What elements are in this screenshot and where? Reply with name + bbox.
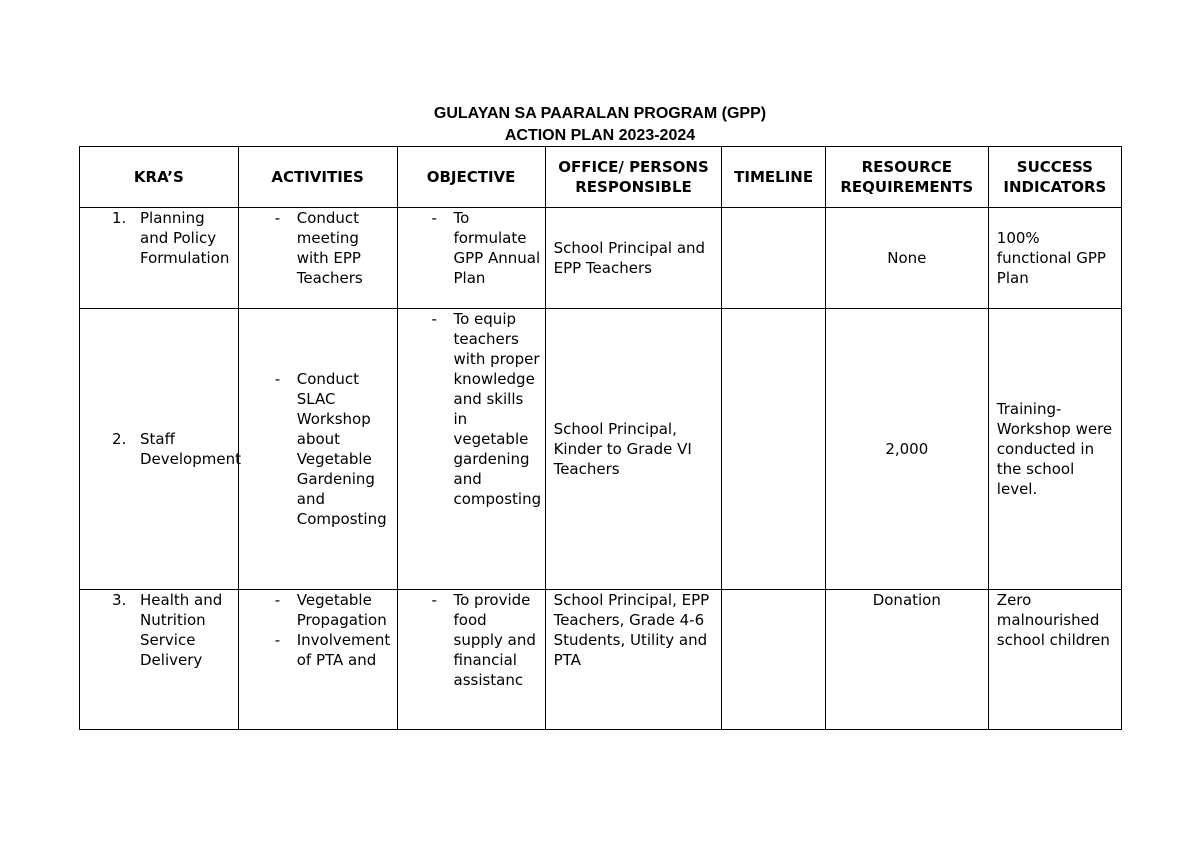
header-kras: KRA’S — [80, 147, 239, 208]
timeline-cell — [722, 590, 825, 730]
table-row — [80, 590, 1122, 730]
objective-cell — [397, 208, 545, 309]
header-office: OFFICE/ PERSONS RESPONSIBLE — [545, 147, 722, 208]
success-cell: Training-Workshop were conducted in the school level. — [988, 309, 1121, 590]
kra-text: Staff Development — [140, 430, 241, 468]
kra-number: 2. — [112, 430, 127, 448]
table-row — [80, 208, 1122, 309]
kra-cell — [80, 208, 239, 309]
kra-text: Planning and Policy Formulation — [140, 209, 230, 267]
bullet-dash: - — [431, 209, 437, 227]
activities-cell — [238, 208, 397, 309]
office-cell: School Principal, EPP Teachers, Grade 4-6 Students, Utility and PTA — [545, 590, 722, 730]
header-row — [80, 147, 1122, 208]
bullet-dash: - — [431, 310, 437, 328]
kra-cell — [80, 309, 239, 590]
objective-cell — [397, 309, 545, 590]
table-row — [80, 309, 1122, 590]
objective-text: To formulate GPP Annual Plan — [453, 209, 541, 287]
resource-cell: Donation — [825, 590, 988, 730]
timeline-cell — [722, 208, 825, 309]
objective-text: To equip teachers with proper knowledge and skills in vegetable gardening and composting — [453, 310, 542, 508]
success-cell: 100% functional GPP Plan — [988, 208, 1121, 309]
document-subtitle: ACTION PLAN 2023-2024 — [504, 127, 696, 144]
office-cell: School Principal, Kinder to Grade VI Teachers — [545, 309, 722, 590]
activity-text: Vegetable Propagation — [296, 591, 387, 629]
activity-text: Conduct SLAC Workshop about Vegetable Gardening and Composting — [296, 370, 387, 528]
kra-number: 3. — [112, 591, 127, 609]
objective-text: To provide food supply and financial assistanc — [453, 591, 536, 689]
kra-text: Health and Nutrition Service Delivery — [140, 591, 223, 669]
bullet-dash: - — [274, 209, 281, 227]
resource-cell: None — [825, 208, 988, 309]
resource-cell: 2,000 — [825, 309, 988, 590]
activity-text: Conduct meeting with EPP Teachers — [296, 209, 363, 287]
success-cell: Zero malnourished school children — [988, 590, 1121, 730]
header-activities: ACTIVITIES — [238, 147, 397, 208]
objective-cell — [397, 590, 545, 730]
bullet-dash: - — [431, 591, 437, 609]
document-title: GULAYAN SA PAARALAN PROGRAM (GPP) — [433, 105, 767, 122]
header-resource: RESOURCE REQUIREMENTS — [825, 147, 988, 208]
header-objective: OBJECTIVE — [397, 147, 545, 208]
action-plan-table — [79, 146, 1122, 730]
header-timeline: TIMELINE — [722, 147, 825, 208]
kra-cell — [80, 590, 239, 730]
activity-text: Involvement of PTA and — [296, 631, 391, 669]
bullet-dash: - — [274, 591, 281, 609]
timeline-cell — [722, 309, 825, 590]
bullet-dash: - — [274, 631, 281, 649]
office-cell: School Principal and EPP Teachers — [545, 208, 722, 309]
kra-number: 1. — [112, 209, 127, 227]
activities-cell — [238, 309, 397, 590]
bullet-dash: - — [274, 370, 281, 388]
activities-cell — [238, 590, 397, 730]
header-success: SUCCESS INDICATORS — [988, 147, 1121, 208]
